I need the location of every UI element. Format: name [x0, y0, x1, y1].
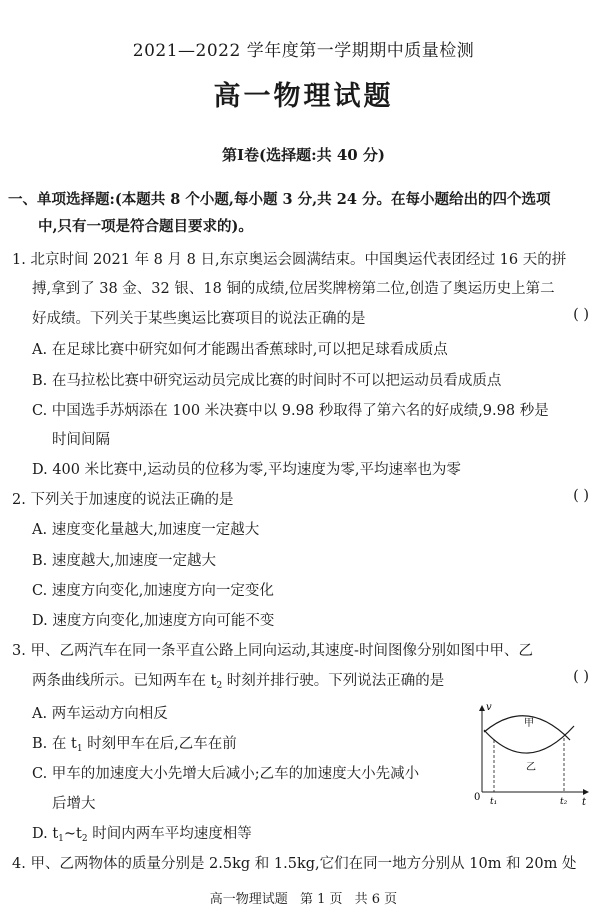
- q3-option-c-line-2: 后增大: [52, 796, 96, 812]
- footer-total-pages: 共 6 页: [354, 892, 398, 907]
- instructions-line-1: 一、单项选择题:(本题共 8 个小题,每小题 3 分,共 24 分。在每小题给出的四个选项: [8, 191, 551, 208]
- q3-stem-line-2: 两条曲线所示。已知两车在 $t_2$ 时刻并排行驶。下列说法正确的是: [32, 673, 445, 691]
- section-title: 第Ⅰ卷(选择题:共 40 分): [221, 146, 386, 164]
- q1-stem-line-1: 1. 北京时间 2021 年 8 月 8 日,东京奥运会圆满结束。中国奥运代表团经过 16 天的拼: [12, 252, 567, 268]
- q1-option-d: D. 400 米比赛中,运动员的位移为零,平均速度为零,平均速率也为零: [32, 462, 461, 478]
- instructions-line-2: 中,只有一项是符合题目要求的)。: [38, 218, 253, 235]
- q4-stem-line-1: 4. 甲、乙两物体的质量分别是 2.5kg 和 1.5kg,它们在同一地方分别从 10m 和 20m 处: [12, 856, 577, 872]
- q2-option-d: D. 速度方向变化,加速度方向可能不变: [32, 613, 275, 629]
- y-axis-label: v: [486, 702, 492, 713]
- q2-option-c: C. 速度方向变化,加速度方向一定变化: [32, 583, 274, 599]
- q1-stem-line-3: 好成绩。下列关于某些奥运比赛项目的说法正确的是: [32, 311, 366, 327]
- footer-subject: 高一物理试题: [209, 892, 288, 907]
- page-title: 高一物理试题: [213, 81, 394, 112]
- q2-answer-blank: ( ): [573, 488, 589, 504]
- t2-label: t₂: [560, 797, 568, 807]
- t1-label: t₁: [490, 797, 498, 807]
- exam-header: 2021—2022 学年度第一学期期中质量检测: [132, 41, 475, 61]
- q2-stem: 2. 下列关于加速度的说法正确的是: [12, 492, 234, 508]
- q1-stem-line-2: 搏,拿到了 38 金、32 银、18 铜的成绩,位居奖牌榜第二位,创造了奥运历史上第二: [32, 281, 555, 297]
- origin-label: 0: [474, 792, 481, 803]
- q3-option-b: B. 在 $t_1$ 时刻甲车在后,乙车在前: [32, 736, 237, 754]
- q2-option-a: A. 速度变化量越大,加速度一定越大: [32, 522, 260, 538]
- q3-stem-line-1: 3. 甲、乙两汽车在同一条平直公路上同向运动,其速度-时间图像分别如图中甲、乙: [12, 643, 533, 659]
- q3-option-d: D. $t_1\sim t_2$ 时间内两车平均速度相等: [32, 826, 252, 844]
- q1-option-a: A. 在足球比赛中研究如何才能踢出香蕉球时,可以把足球看成质点: [32, 342, 448, 358]
- velocity-time-graph: [470, 700, 592, 810]
- q3-option-c-line-1: C. 甲车的加速度大小先增大后减小;乙车的加速度大小先减小: [32, 766, 420, 782]
- q1-answer-blank: ( ): [573, 307, 589, 323]
- footer-page-number: 第 1 页: [299, 892, 343, 907]
- q1-option-b: B. 在马拉松比赛中研究运动员完成比赛的时间时不可以把运动员看成质点: [32, 373, 502, 389]
- label-yi: 乙: [526, 762, 536, 773]
- label-jia: 甲: [524, 718, 534, 729]
- q1-option-c-line-1: C. 中国选手苏炳添在 100 米决赛中以 9.98 秒取得了第六名的好成绩,9.98 秒是: [32, 403, 549, 419]
- q1-option-c-line-2: 时间间隔: [52, 432, 110, 448]
- curve-yi: [484, 726, 574, 753]
- q3-option-a: A. 两车运动方向相反: [32, 706, 168, 722]
- q2-option-b: B. 速度越大,加速度一定越大: [32, 553, 216, 569]
- q3-answer-blank: ( ): [573, 669, 589, 685]
- page-footer: [0, 888, 607, 907]
- x-axis-label: t: [582, 797, 587, 808]
